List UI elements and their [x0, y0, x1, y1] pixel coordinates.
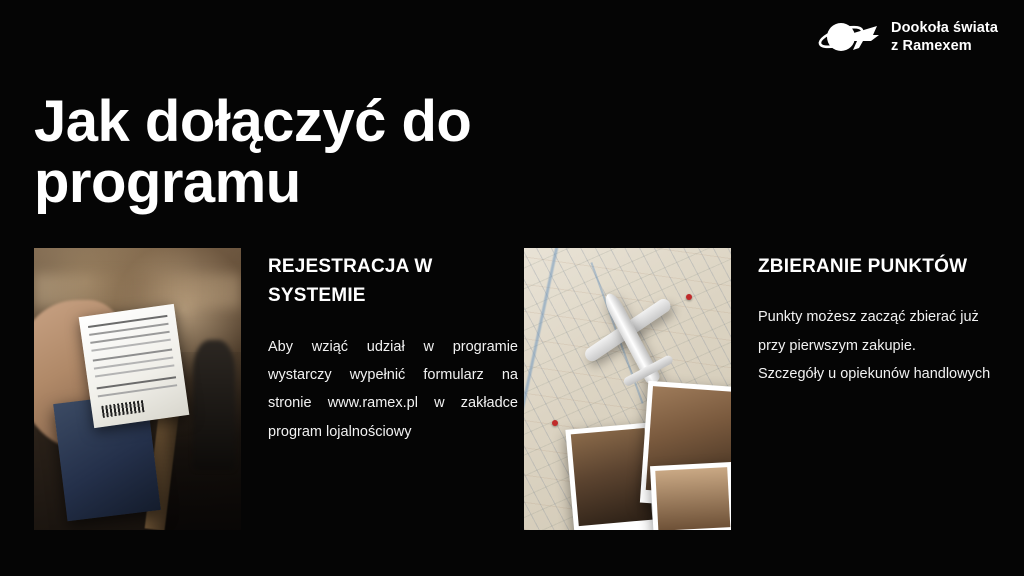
column-registration — [34, 248, 524, 530]
photo-person-silhouette — [193, 340, 235, 470]
logo-line-2: z Ramexem — [891, 38, 972, 54]
logo — [817, 14, 998, 60]
column-registration-heading: REJESTRACJA W SYSTEMIE — [268, 256, 433, 307]
map-marker-dot — [686, 294, 692, 300]
content-columns — [34, 248, 1014, 530]
column-points-body — [758, 303, 1008, 388]
column-points-text — [731, 248, 1014, 530]
travel-map-photo — [524, 248, 731, 530]
globe-plane-icon — [817, 14, 881, 60]
logo-line-1: Dookoła świata — [891, 19, 998, 36]
column-registration-body: Aby wziąć udział w programie wystarczy wypełnić formularz na stronie www.ramex.pl w zakładce program lojalnościowy — [268, 338, 518, 440]
boarding-pass-photo — [34, 248, 241, 530]
column-points-body-line-2: Szczegóły u opiekunów handlowych — [758, 365, 991, 382]
column-points-heading: ZBIERANIE PUNKTÓW — [758, 256, 968, 277]
column-points — [524, 248, 1014, 530]
column-registration-text — [241, 248, 524, 530]
column-points-body-line-1: Punkty możesz zacząć zbierać już przy pierwszym zakupie. — [758, 309, 979, 354]
page-title: Jak dołączyć do programu — [34, 88, 472, 216]
travel-polaroid-3 — [650, 462, 731, 530]
photo-boarding-pass — [79, 304, 190, 428]
logo-text — [891, 19, 998, 55]
map-marker-dot — [552, 420, 558, 426]
